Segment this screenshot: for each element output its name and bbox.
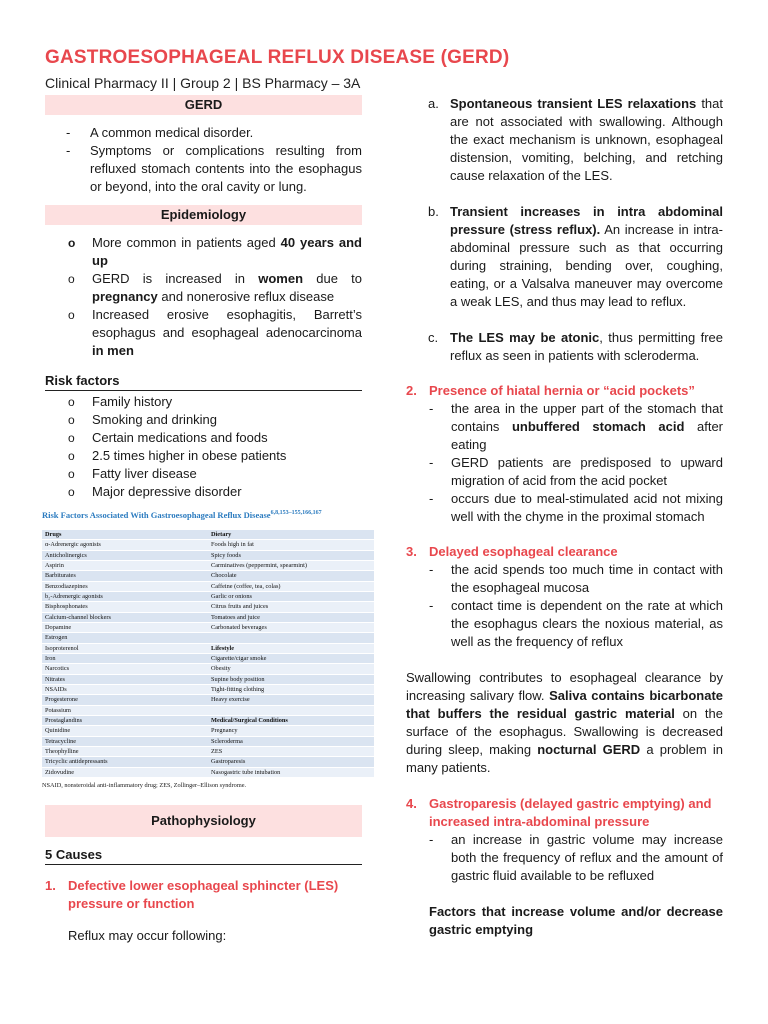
table-row [42,540,374,550]
table-cell [208,633,374,643]
table-cell: α-Adrenergic agonists [42,540,208,550]
circle-bullet-icon: o [68,395,75,409]
list-item-text: contact time is dependent on the rate at which the esophagus clears the noxious material, as well as the frequency of reflux [451,598,723,649]
list-item [406,561,723,597]
table-cell: Anticholinergics [42,550,208,560]
table-cell: Quinidine [42,726,208,736]
section-bar-gerd: GERD [45,95,362,115]
table-row [42,674,374,684]
dash-marker: - [66,143,71,158]
list-item [406,400,723,454]
list-item-text: Smoking and drinking [92,412,218,427]
table-cell: Tight-fitting clothing [208,684,374,694]
table-row [42,757,374,767]
table-cell: Barbiturates [42,571,208,581]
list-item-text: More common in patients aged 40 years and up [92,235,362,268]
circle-bullet-icon: o [68,236,76,250]
numbered-item [406,382,723,400]
list-item [45,447,362,465]
numbered-item-text: Presence of hiatal hernia or “acid pockets” [429,383,695,398]
reflux-intro: Reflux may occur following: [68,928,227,944]
table-row [42,581,374,591]
table-cell: Iron [42,653,208,663]
table-cell: Gastroparesis [208,757,374,767]
dash-marker: - [429,491,434,506]
list-item-text: A common medical disorder. [90,125,254,140]
table-cell: Heavy exercise [208,695,374,705]
table-cell: Dietary [208,529,374,539]
numbered-item [45,877,362,913]
table-row [42,612,374,622]
item-letter: a. [428,96,439,111]
table-cell: Carminatives (peppermint, spearmint) [208,560,374,570]
list-item [45,483,362,501]
table-row [42,560,374,570]
dash-marker: - [429,401,434,416]
lettered-item-text: Spontaneous transient LES relaxations that are not associated with swallowing. Although the exact mechanism is unknown, esophageal distension, vomiting, belching, and retching cause relaxation of the LES. [450,96,724,183]
list-item-text: Family history [92,394,173,409]
table-row [42,705,374,715]
table-cell: Isoproterenol [42,643,208,653]
circle-bullet-icon: o [68,467,75,481]
lettered-item-text: Transient increases in intra abdominal pressure (stress reflux). An increase in intra-abdominal pressure such as that occurring during straining, bending over, coughing, eating, or a Valsalva maneuver may overcome a weak LES, and thus may lead to reflux. [450,204,723,309]
list-item [45,429,362,447]
numbered-item-text: Defective lower esophageal sphincter (LES) pressure or function [68,878,339,912]
circle-bullet-icon: o [68,449,75,463]
table-cell: b₂-Adrenergic agonists [42,591,208,601]
table-cell: Bisphosphonates [42,602,208,612]
table-cell: Carbonated beverages [208,622,374,632]
table-row [42,643,374,653]
list-item [45,124,362,142]
list-item-text: the area in the upper part of the stomach that contains unbuffered stomach acid after eating [451,401,723,452]
table-cell: ZES [208,747,374,757]
list-item-text: Major depressive disorder [92,484,242,499]
section-bar-epidemiology: Epidemiology [45,205,362,225]
item-number: 2. [406,383,417,398]
table-cell: Caffeine (coffee, tea, colas) [208,581,374,591]
risk-factor-table-figure [42,504,362,795]
table-cell: NSAIDs [42,684,208,694]
table-cell: Lifestyle [208,643,374,653]
table-title: Risk Factors Associated With Gastroesophageal Reflux Disease$^{6,8,153-155,166,167}$ [42,509,322,520]
list-item-text: 2.5 times higher in obese patients [92,448,287,463]
table-row [42,653,374,663]
numbered-item [406,795,723,831]
table-row [42,622,374,632]
list-item [406,597,723,651]
item-number: 3. [406,544,417,559]
lettered-item [406,329,723,365]
table-cell: Foods high in fat [208,540,374,550]
table-cell: Cigarette/cigar smoke [208,653,374,663]
section-bar-pathophysiology: Pathophysiology [45,805,362,837]
table-row [42,747,374,757]
table-cell: Progesterone [42,695,208,705]
lettered-item [406,203,723,311]
dash-marker: - [429,598,434,613]
list-item-text: Increased erosive esophagitis, Barrett’s esophagus and esophageal adenocarcinoma in men [92,307,362,358]
table-cell: Drugs [42,529,208,539]
item-letter: b. [428,204,439,219]
list-item-text: Symptoms or complications resulting from refluxed stomach contents into the esophagus or beyond, into the oral cavity or lung. [90,143,362,194]
left-column [42,95,362,945]
table-cell [208,705,374,715]
table-cell: Spicy foods [208,550,374,560]
list-item [406,454,723,490]
lettered-item-text: The LES may be atonic, thus permitting free reflux as seen in patients with scleroderma. [450,330,723,363]
table-row [42,591,374,601]
list-item [45,142,362,196]
table-row [42,767,374,777]
item-number: 1. [45,878,56,894]
list-item [45,465,362,483]
list-item [45,234,362,270]
lettered-item [406,95,723,185]
table-cell: Medical/Surgical Conditions [208,716,374,726]
list-item [406,831,723,885]
table-cell: Scleroderma [208,736,374,746]
list-item-text: the acid spends too much time in contact with the esophageal mucosa [451,562,723,595]
table-row [42,602,374,612]
table-cell: Pregnancy [208,726,374,736]
table-cell: Benzodiazepines [42,581,208,591]
table-cell: Zidovudine [42,767,208,777]
circle-bullet-icon: o [68,431,75,445]
numbered-item-text: Delayed esophageal clearance [429,544,618,559]
table-row [42,664,374,674]
table-row [42,726,374,736]
table-cell: Tetracycline [42,736,208,746]
dash-marker: - [429,562,434,577]
table-cell: Theophylline [42,747,208,757]
table-cell: Garlic or onions [208,591,374,601]
table-cell: Potassium [42,705,208,715]
list-item [45,393,362,411]
table-row [42,684,374,694]
table-row [42,736,374,746]
dash-marker: - [66,125,71,140]
table-row [42,571,374,581]
numbered-item [406,543,723,561]
list-item-text: occurs due to meal-stimulated acid not mixing well with the chyme in the proximal stomach [451,491,723,524]
list-item-text: an increase in gastric volume may increase both the frequency of reflux and the amount of gastric fluid available to be refluxed [451,832,723,883]
factors-heading: Factors that increase volume and/or decrease gastric emptying [429,904,723,937]
table-row [42,716,374,726]
right-column [406,95,723,939]
causes-heading: 5 Causes [45,846,362,865]
table-cell: Calcium-channel blockers [42,612,208,622]
circle-bullet-icon: o [68,308,75,322]
swallowing-paragraph: Swallowing contributes to esophageal clearance by increasing salivary flow. Saliva contains bicarbonate that buffers the residual gastric material on the surface of the esophagus. Swallowing is decreased during sleep, making nocturnal GERD a problem in many patients. [406,670,724,775]
table-cell: Nitrates [42,674,208,684]
risk-factor-table [42,529,374,777]
table-cell: Chocolate [208,571,374,581]
page-subtitle: Clinical Pharmacy II | Group 2 | BS Pharmacy – 3A [45,75,361,91]
list-item-text: GERD is increased in women due to pregnancy and nonerosive reflux disease [92,271,362,304]
risk-factors-heading: Risk factors [45,372,362,391]
table-cell: Narcotics [42,664,208,674]
list-item [45,306,362,360]
table-cell: Supine body position [208,674,374,684]
table-cell: Nasogastric tube intubation [208,767,374,777]
table-row [42,550,374,560]
table-cell: Dopamine [42,622,208,632]
list-item-text: Certain medications and foods [92,430,268,445]
dash-marker: - [429,455,434,470]
circle-bullet-icon: o [68,413,75,427]
list-item [406,490,723,526]
table-header-row [42,529,374,539]
page-title: GASTROESOPHAGEAL REFLUX DISEASE (GERD) [45,47,510,68]
table-cell: Aspirin [42,560,208,570]
item-letter: c. [428,330,439,345]
table-cell: Obesity [208,664,374,674]
table-cell: Tomatoes and juice [208,612,374,622]
numbered-item-text: Gastroparesis (delayed gastric emptying) and increased intra-abdominal pressure [429,796,712,829]
list-item [45,270,362,306]
table-row [42,633,374,643]
circle-bullet-icon: o [68,272,75,286]
table-cell: Estrogen [42,633,208,643]
table-cell: Tricyclic antidepressants [42,757,208,767]
table-cell: Prostaglandins [42,716,208,726]
item-number: 4. [406,796,417,811]
list-item [45,411,362,429]
list-item-text: Fatty liver disease [92,466,197,481]
table-cell: Citrus fruits and juices [208,602,374,612]
list-item-text: GERD patients are predisposed to upward migration of acid from the acid pocket [451,455,723,488]
circle-bullet-icon: o [68,485,75,499]
table-row [42,695,374,705]
dash-marker: - [429,832,434,847]
table-footnote: NSAID, nonsteroidal anti-inflammatory drug; ZES, Zollinger–Ellison syndrome. [42,782,247,790]
